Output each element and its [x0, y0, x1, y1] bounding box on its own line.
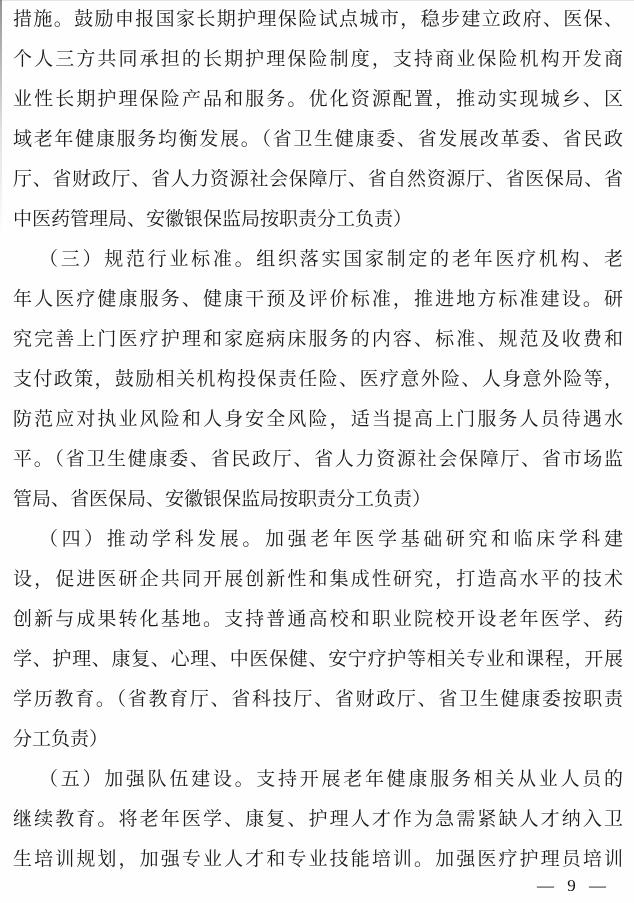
- scan-edge-artifact: [0, 0, 2, 235]
- text-line: 厅、省财政厅、省人力资源社会保障厅、省自然资源厅、省医保局、省: [13, 169, 623, 190]
- text-line: 支付政策，鼓励相关机构投保责任险、医疗意外险、人身意外险等，: [13, 369, 623, 390]
- text-line: （五）加强队伍建设。支持开展老年健康服务相关从业人员的: [39, 769, 623, 790]
- paragraph-continuation: [13, 0, 623, 240]
- text-line: 中医药管理局、安徽银保监局按职责分工负责）: [13, 209, 413, 230]
- page-number: — 9 —: [537, 876, 607, 895]
- text-line: 学历教育。（省教育厅、省科技厅、省财政厅、省卫生健康委按职责: [13, 689, 623, 710]
- paragraph-section-4: [13, 520, 623, 760]
- text-line: 生培训规划，加强专业人才和专业技能培训。加强医疗护理员培训: [13, 849, 623, 870]
- text-line: 创新与成果转化基地。支持普通高校和职业院校开设老年医学、药: [13, 609, 623, 630]
- paragraph-section-3: [13, 240, 623, 520]
- text-line: 管局、省医保局、安徽银保监局按职责分工负责）: [13, 489, 432, 510]
- text-line: （四）推动学科发展。加强老年医学基础研究和临床学科建: [39, 529, 623, 550]
- text-line: 年人医疗健康服务、健康干预及评价标准，推进地方标准建设。研: [13, 289, 623, 310]
- text-line: 分工负责）: [13, 729, 109, 750]
- document-body: [13, 0, 623, 880]
- text-line: 平。（省卫生健康委、省民政厅、省人力资源社会保障厅、省市场监: [13, 449, 623, 470]
- text-line: 个人三方共同承担的长期护理保险制度，支持商业保险机构开发商: [13, 49, 623, 70]
- text-line: （三）规范行业标准。组织落实国家制定的老年医疗机构、老: [39, 249, 623, 270]
- text-line: 究完善上门医疗护理和家庭病床服务的内容、标准、规范及收费和: [13, 329, 623, 350]
- text-line: 设，促进医研企共同开展创新性和集成性研究，打造高水平的技术: [13, 569, 623, 590]
- text-line: 学、护理、康复、心理、中医保健、安宁疗护等相关专业和课程，开展: [13, 649, 623, 670]
- text-line: 域老年健康服务均衡发展。（省卫生健康委、省发展改革委、省民政: [13, 129, 623, 150]
- text-line: 措施。鼓励申报国家长期护理保险试点城市，稳步建立政府、医保、: [13, 9, 623, 30]
- paragraph-section-5: [13, 760, 623, 880]
- text-line: 业性长期护理保险产品和服务。优化资源配置，推动实现城乡、区: [13, 89, 623, 110]
- text-line: 继续教育。将老年医学、康复、护理人才作为急需紧缺人才纳入卫: [13, 809, 623, 830]
- text-line: 防范应对执业风险和人身安全风险，适当提高上门服务人员待遇水: [13, 409, 623, 430]
